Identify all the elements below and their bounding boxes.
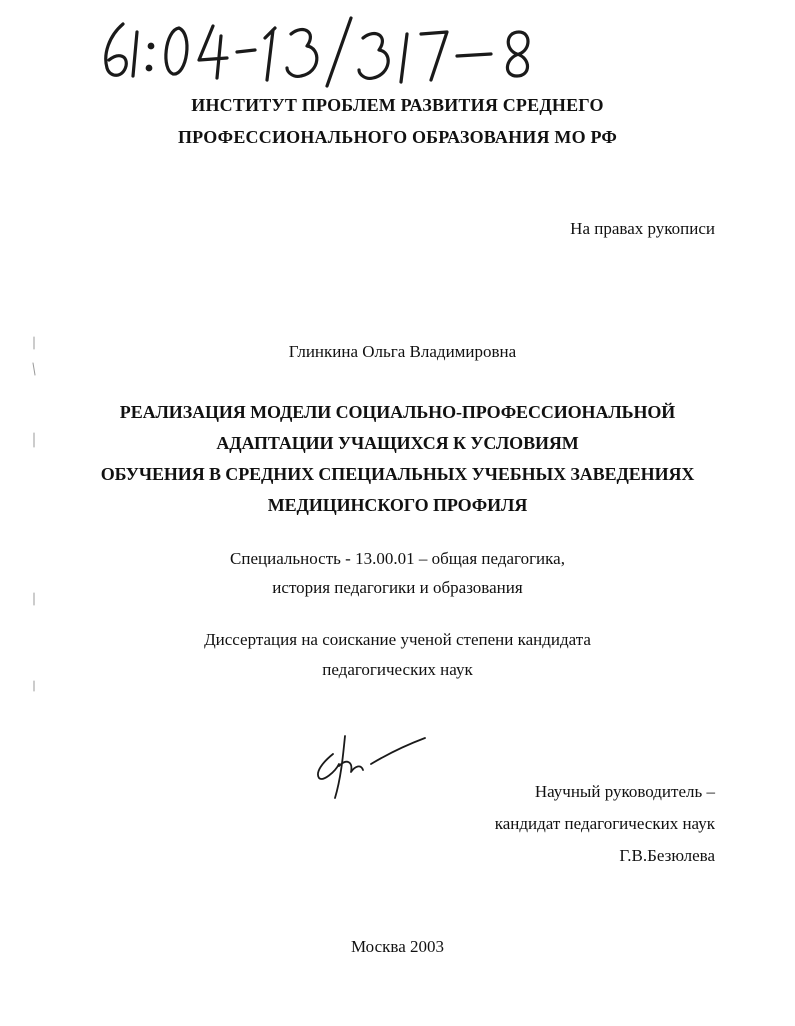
title-line-4: МЕДИЦИНСКОГО ПРОФИЛЯ bbox=[267, 495, 528, 515]
supervisor-degree: кандидат педагогических наук bbox=[494, 814, 715, 833]
institute-line-2: ПРОФЕССИОНАЛЬНОГО ОБРАЗОВАНИЯ МО РФ bbox=[177, 127, 618, 147]
specialty-line-2: история педагогики и образования bbox=[272, 578, 523, 597]
scan-margin-marks bbox=[28, 335, 40, 695]
city-year: Москва 2003 bbox=[350, 937, 445, 956]
dissertation-line-1: Диссертация на соискание ученой степени кандидата bbox=[204, 630, 591, 649]
supervisor-label: Научный руководитель – bbox=[534, 782, 715, 801]
specialty-line-1: Специальность - 13.00.01 – общая педагогика, bbox=[230, 549, 565, 568]
supervisor-name: Г.В.Безюлева bbox=[619, 846, 715, 865]
institute-line-1: ИНСТИТУТ ПРОБЛЕМ РАЗВИТИЯ СРЕДНЕГО bbox=[191, 95, 604, 115]
handwritten-catalogue-code bbox=[95, 10, 555, 88]
title-line-3: ОБУЧЕНИЯ В СРЕДНИХ СПЕЦИАЛЬНЫХ УЧЕБНЫХ ЗАВЕДЕНИЯХ bbox=[100, 464, 695, 484]
manuscript-rights: На правах рукописи bbox=[570, 219, 715, 238]
author-name: Глинкина Ольга Владимировна bbox=[288, 342, 517, 361]
title-line-2: АДАПТАЦИИ УЧАЩИХСЯ К УСЛОВИЯМ bbox=[216, 433, 579, 453]
title-line-1: РЕАЛИЗАЦИЯ МОДЕЛИ СОЦИАЛЬНО-ПРОФЕССИОНАЛЬНОЙ bbox=[119, 402, 676, 422]
signature bbox=[305, 728, 435, 808]
dissertation-line-2: педагогических наук bbox=[322, 660, 473, 679]
